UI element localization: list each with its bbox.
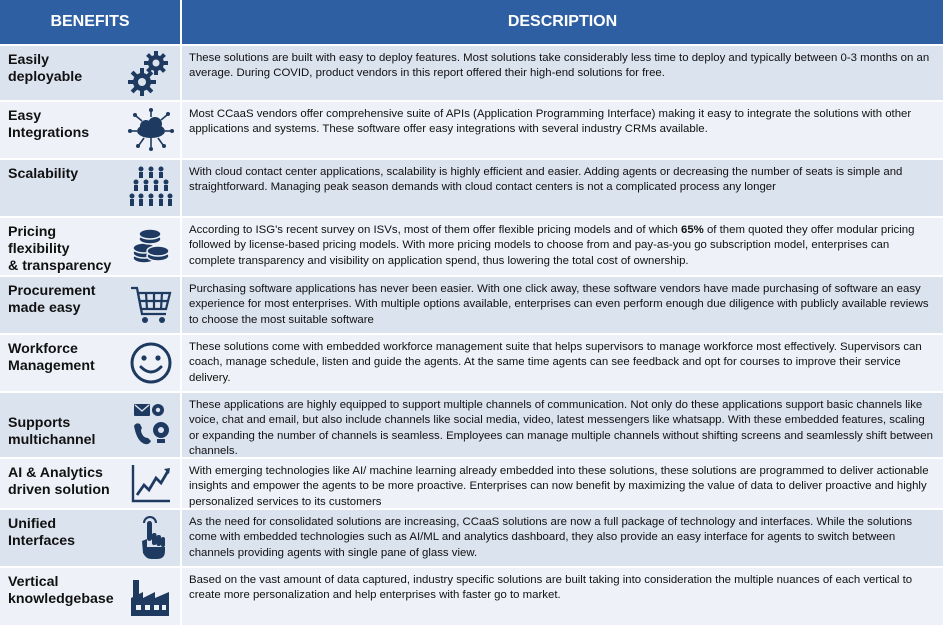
description-cell	[182, 277, 943, 333]
benefit-title: Pricing flexibility & transparency	[8, 224, 112, 274]
benefit-cell	[0, 510, 180, 566]
description-cell	[182, 568, 943, 625]
benefit-cell	[0, 459, 180, 508]
benefit-cell	[0, 335, 180, 391]
table-row	[0, 510, 943, 566]
description-column-header: DESCRIPTION	[182, 0, 943, 44]
benefit-cell	[0, 102, 180, 158]
benefit-cell	[0, 46, 180, 100]
description-text: As the need for consolidated solutions are increasing, CCaaS solutions are now a full package of technology and interfaces. While the solutions come with embedded technologies such as AI/ML and analytics dashboard, they also provide an easy interface for agents to switch between channels providing agents with single pane of glass view.	[189, 516, 913, 559]
gears-icon	[128, 50, 174, 96]
description-cell	[182, 393, 943, 457]
table-row	[0, 277, 943, 333]
description-text: With emerging technologies like AI/ machine learning already embedded into these solutions, these solutions are programmed to deliver actionable insights and empower the agents to be more proactive. Enterprises can now benefit by maximizing the value of data to deliver proactive and highly personalized services to its customers	[189, 465, 929, 508]
description-cell	[182, 459, 943, 508]
description-text-part: of them quoted they offer modular pricing followed by license-based pricing models. With more pricing models to choose from and pay-as-you go subscription model, enterprises can complete transparency and visibility on application spend, thus lowering the total cost of ownership.	[189, 224, 915, 267]
benefit-cell	[0, 160, 180, 216]
cloud-network-icon	[128, 107, 174, 153]
description-cell	[182, 160, 943, 216]
description-text: With cloud contact center applications, scalability is highly efficient and easier. Adding agents or decreasing the number of seats is simple and straightforward. Managing peak season demands with cloud contact centers is not a complicated process any longer	[189, 166, 903, 194]
touch-hand-icon	[128, 515, 174, 561]
benefit-title: Supports multichannel	[8, 415, 96, 448]
line-chart-icon	[128, 461, 174, 507]
description-cell	[182, 335, 943, 391]
benefit-title: Easy Integrations	[8, 108, 90, 141]
shopping-cart-icon	[128, 282, 174, 328]
description-cell	[182, 218, 943, 275]
benefit-title: Unified Interfaces	[8, 516, 76, 549]
benefit-title: Vertical knowledgebase	[8, 574, 114, 607]
description-cell	[182, 46, 943, 100]
coins-icon	[128, 224, 174, 270]
highlight-value: 65%	[681, 224, 704, 236]
table-row	[0, 335, 943, 391]
table-row	[0, 46, 943, 100]
benefit-cell	[0, 277, 180, 333]
benefit-cell	[0, 568, 180, 625]
description-text: Most CCaaS vendors offer comprehensive suite of APIs (Application Programming Interface) making it easy to integrate the solutions with other applications and systems. These software offer easy integrations with several industry CRMs available.	[189, 108, 912, 136]
benefits-column-header: BENEFITS	[0, 0, 180, 44]
benefit-title: AI & Analytics driven solution	[8, 465, 110, 498]
description-text	[189, 223, 937, 269]
description-text: These applications are highly equipped to support multiple channels of communication. Not only do these applications support basic channels like voice, chat and email, but also include channels like social media, video, latest messengers like whatsapp. With these embedded features, scaling or expanding the number of channels is seamless. Employees can manage multiple channels without shifting screens and seamlessly shift between channels.	[189, 399, 933, 458]
table-row	[0, 393, 943, 457]
smiley-face-icon	[128, 340, 174, 386]
description-text: These solutions are built with easy to deploy features. Most solutions take considerably less time to deploy and typically between 0-3 months on an average. During COVID, product vendors in this report offered their high-end solutions for free.	[189, 52, 930, 80]
people-group-icon	[128, 165, 174, 211]
table-row	[0, 160, 943, 216]
table-row	[0, 102, 943, 158]
table-row	[0, 459, 943, 508]
benefit-title: Workforce Management	[8, 341, 95, 374]
description-text: Based on the vast amount of data captured, industry specific solutions are built taking into consideration the multiple nuances of each vertical to create more personalization and help enterprises with faster go to market.	[189, 574, 913, 602]
benefit-title: Procurement made easy	[8, 283, 96, 316]
description-text-part: According to ISG's recent survey on ISVs, most of them offer flexible pricing models and of which	[189, 224, 681, 236]
description-text: These solutions come with embedded workforce management suite that helps supervisors to manage workforce most effectively. Supervisors can coach, manage schedule, listen and guide the agents. At the same time agents can see feedback and opt for courses to improve their service delivery.	[189, 341, 922, 384]
description-cell	[182, 510, 943, 566]
benefit-title: Scalability	[8, 166, 79, 182]
table-row	[0, 218, 943, 275]
benefit-cell	[0, 218, 180, 275]
multichannel-icon	[128, 402, 174, 448]
table-row	[0, 568, 943, 625]
description-text: Purchasing software applications has never been easier. With one click away, these software vendors have made purchasing of software an easy experience for most enterprises. With multiple options available, enterprises can even perform enough due diligence with publicly available reviews to choose the most suitable software	[189, 283, 929, 326]
factory-icon	[128, 574, 174, 620]
description-cell	[182, 102, 943, 158]
benefit-cell	[0, 393, 180, 457]
benefit-title: Easily deployable	[8, 52, 83, 85]
